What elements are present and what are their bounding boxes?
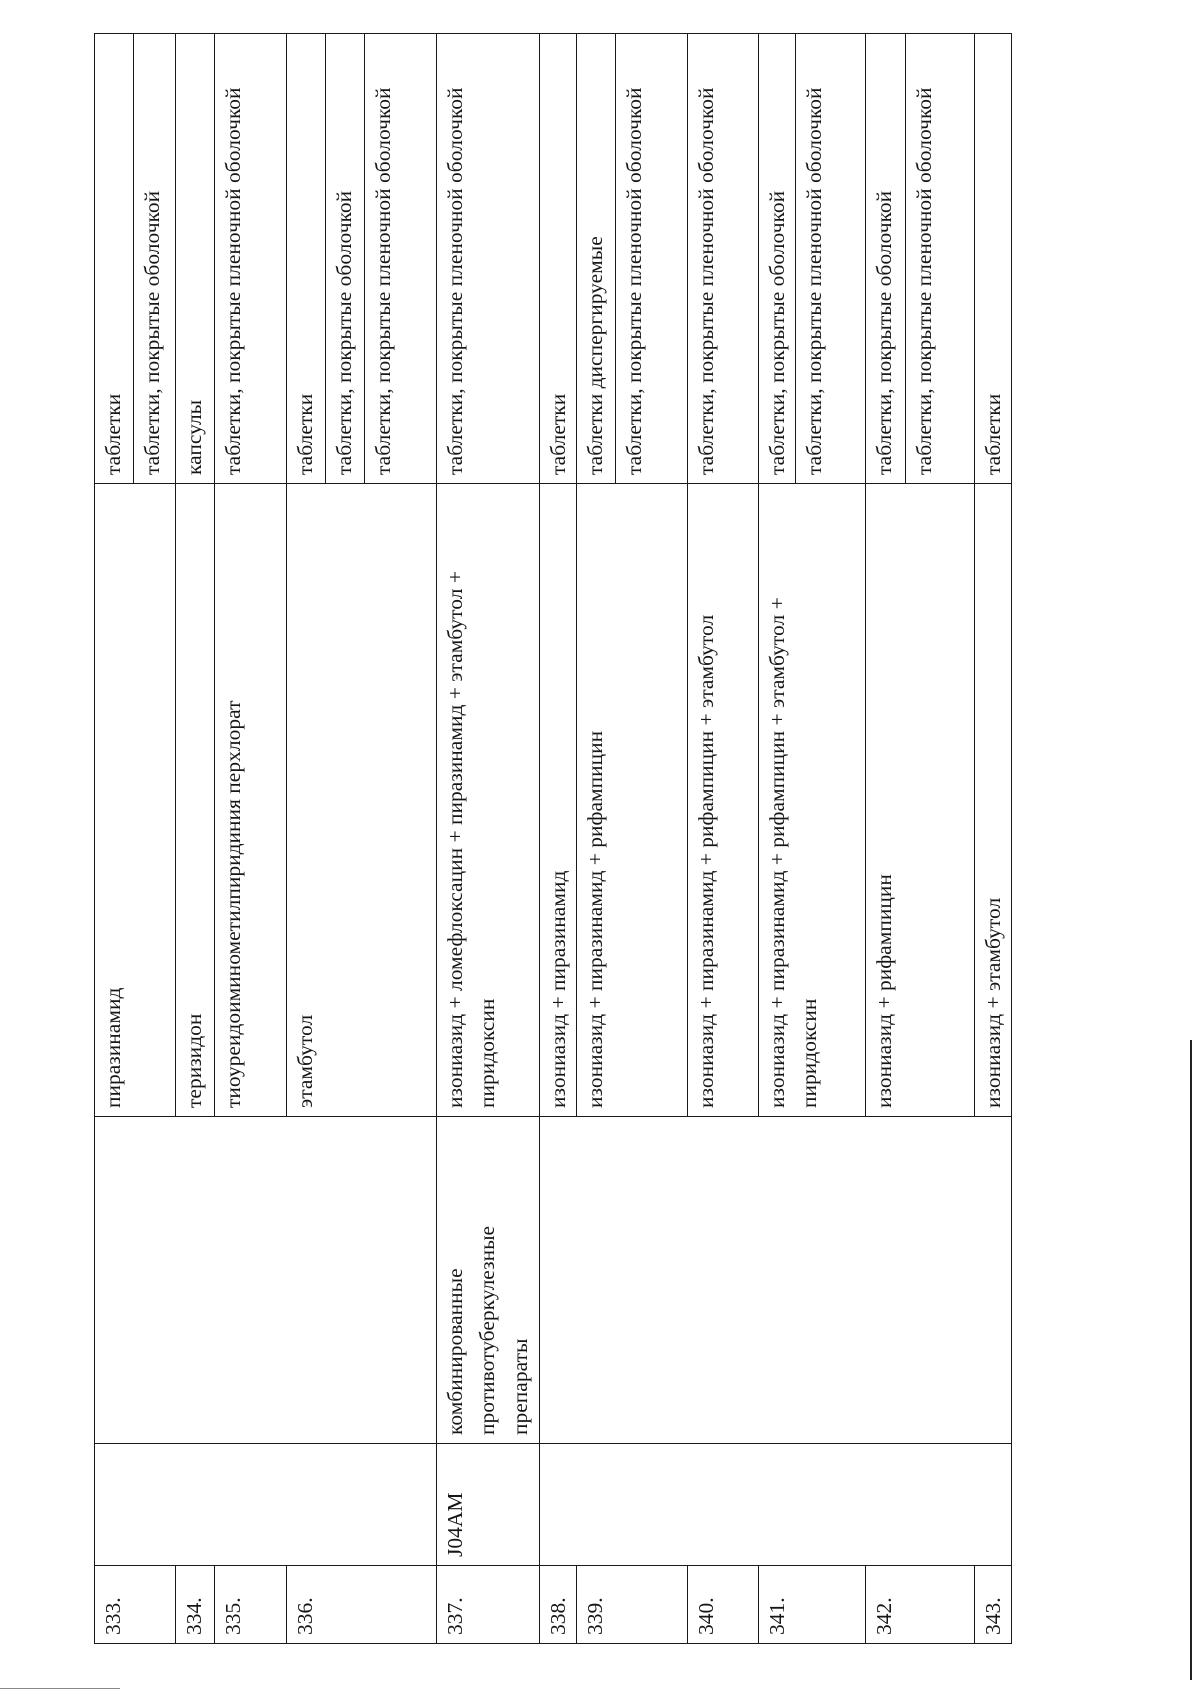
dosage-form: таблетки: [95, 34, 134, 484]
row-number: 339.: [577, 1566, 688, 1644]
table-row: [437, 34, 540, 1644]
dosage-form: таблетки: [287, 34, 326, 484]
row-number: 342.: [866, 1566, 975, 1644]
dosage-form: таблетки, покрытые пленочной оболочкой: [437, 34, 540, 484]
dosage-form: таблетки, покрытые оболочкой: [134, 34, 176, 484]
dosage-form: таблетки, покрытые пленочной оболочкой: [616, 34, 688, 484]
anatomical-therapeutic-group: [540, 1117, 1012, 1444]
drug-table-body: [95, 34, 1012, 1644]
scan-edge-line: [1190, 1040, 1192, 1680]
table-row: [540, 34, 577, 1644]
drug-name: изониазид + пиразинамид + рифампицин + этамбутол: [688, 484, 759, 1117]
drug-name: этамбутол: [287, 484, 437, 1117]
drug-name: теризидон: [176, 484, 215, 1117]
dosage-form: таблетки: [540, 34, 577, 484]
dosage-form: таблетки, покрытые пленочной оболочкой: [215, 34, 287, 484]
drug-name: изониазид + пиразинамид: [540, 484, 577, 1117]
drug-name: пиразинамид: [95, 484, 176, 1117]
anatomical-therapeutic-group: [95, 1117, 437, 1444]
row-number: 336.: [287, 1566, 437, 1644]
drug-name: изониазид + пиразинамид + рифампицин: [577, 484, 688, 1117]
drug-name: изониазид + этамбутол: [975, 484, 1012, 1117]
row-number: 333.: [95, 1566, 176, 1644]
atc-code: [540, 1444, 1012, 1566]
row-number: 341.: [759, 1566, 866, 1644]
drug-name: изониазид + пиразинамид + рифампицин + этамбутол + пиридоксин: [759, 484, 866, 1117]
row-number: 343.: [975, 1566, 1012, 1644]
anatomical-therapeutic-group: комбинированные противотуберкулезные препараты: [437, 1117, 540, 1444]
row-number: 338.: [540, 1566, 577, 1644]
row-number: 335.: [215, 1566, 287, 1644]
drug-table: [94, 33, 1012, 1644]
row-number: 340.: [688, 1566, 759, 1644]
dosage-form: таблетки, покрытые оболочкой: [326, 34, 365, 484]
table-row: [95, 34, 134, 1644]
rotated-table-wrapper: [94, 34, 1050, 1644]
dosage-form: таблетки, покрытые пленочной оболочкой: [688, 34, 759, 484]
row-number: 334.: [176, 1566, 215, 1644]
dosage-form: таблетки, покрытые пленочной оболочкой: [365, 34, 437, 484]
dosage-form: таблетки, покрытые оболочкой: [759, 34, 796, 484]
dosage-form: таблетки диспергируемые: [577, 34, 616, 484]
dosage-form: капсулы: [176, 34, 215, 484]
row-number: 337.: [437, 1566, 540, 1644]
scan-edge-line-bottom: [0, 1688, 120, 1689]
dosage-form: таблетки, покрытые оболочкой: [866, 34, 906, 484]
drug-name: изониазид + рифампицин: [866, 484, 975, 1117]
atc-code: [95, 1444, 437, 1566]
drug-name: тиоуреидоиминометилпиридиния перхлорат: [215, 484, 287, 1117]
dosage-form: таблетки, покрытые пленочной оболочкой: [906, 34, 975, 484]
drug-name: изониазид + ломефлоксацин + пиразинамид + этамбутол + пиридоксин: [437, 484, 540, 1117]
atc-code: J04AM: [437, 1444, 540, 1566]
dosage-form: таблетки, покрытые пленочной оболочкой: [796, 34, 866, 484]
dosage-form: таблетки: [975, 34, 1012, 484]
